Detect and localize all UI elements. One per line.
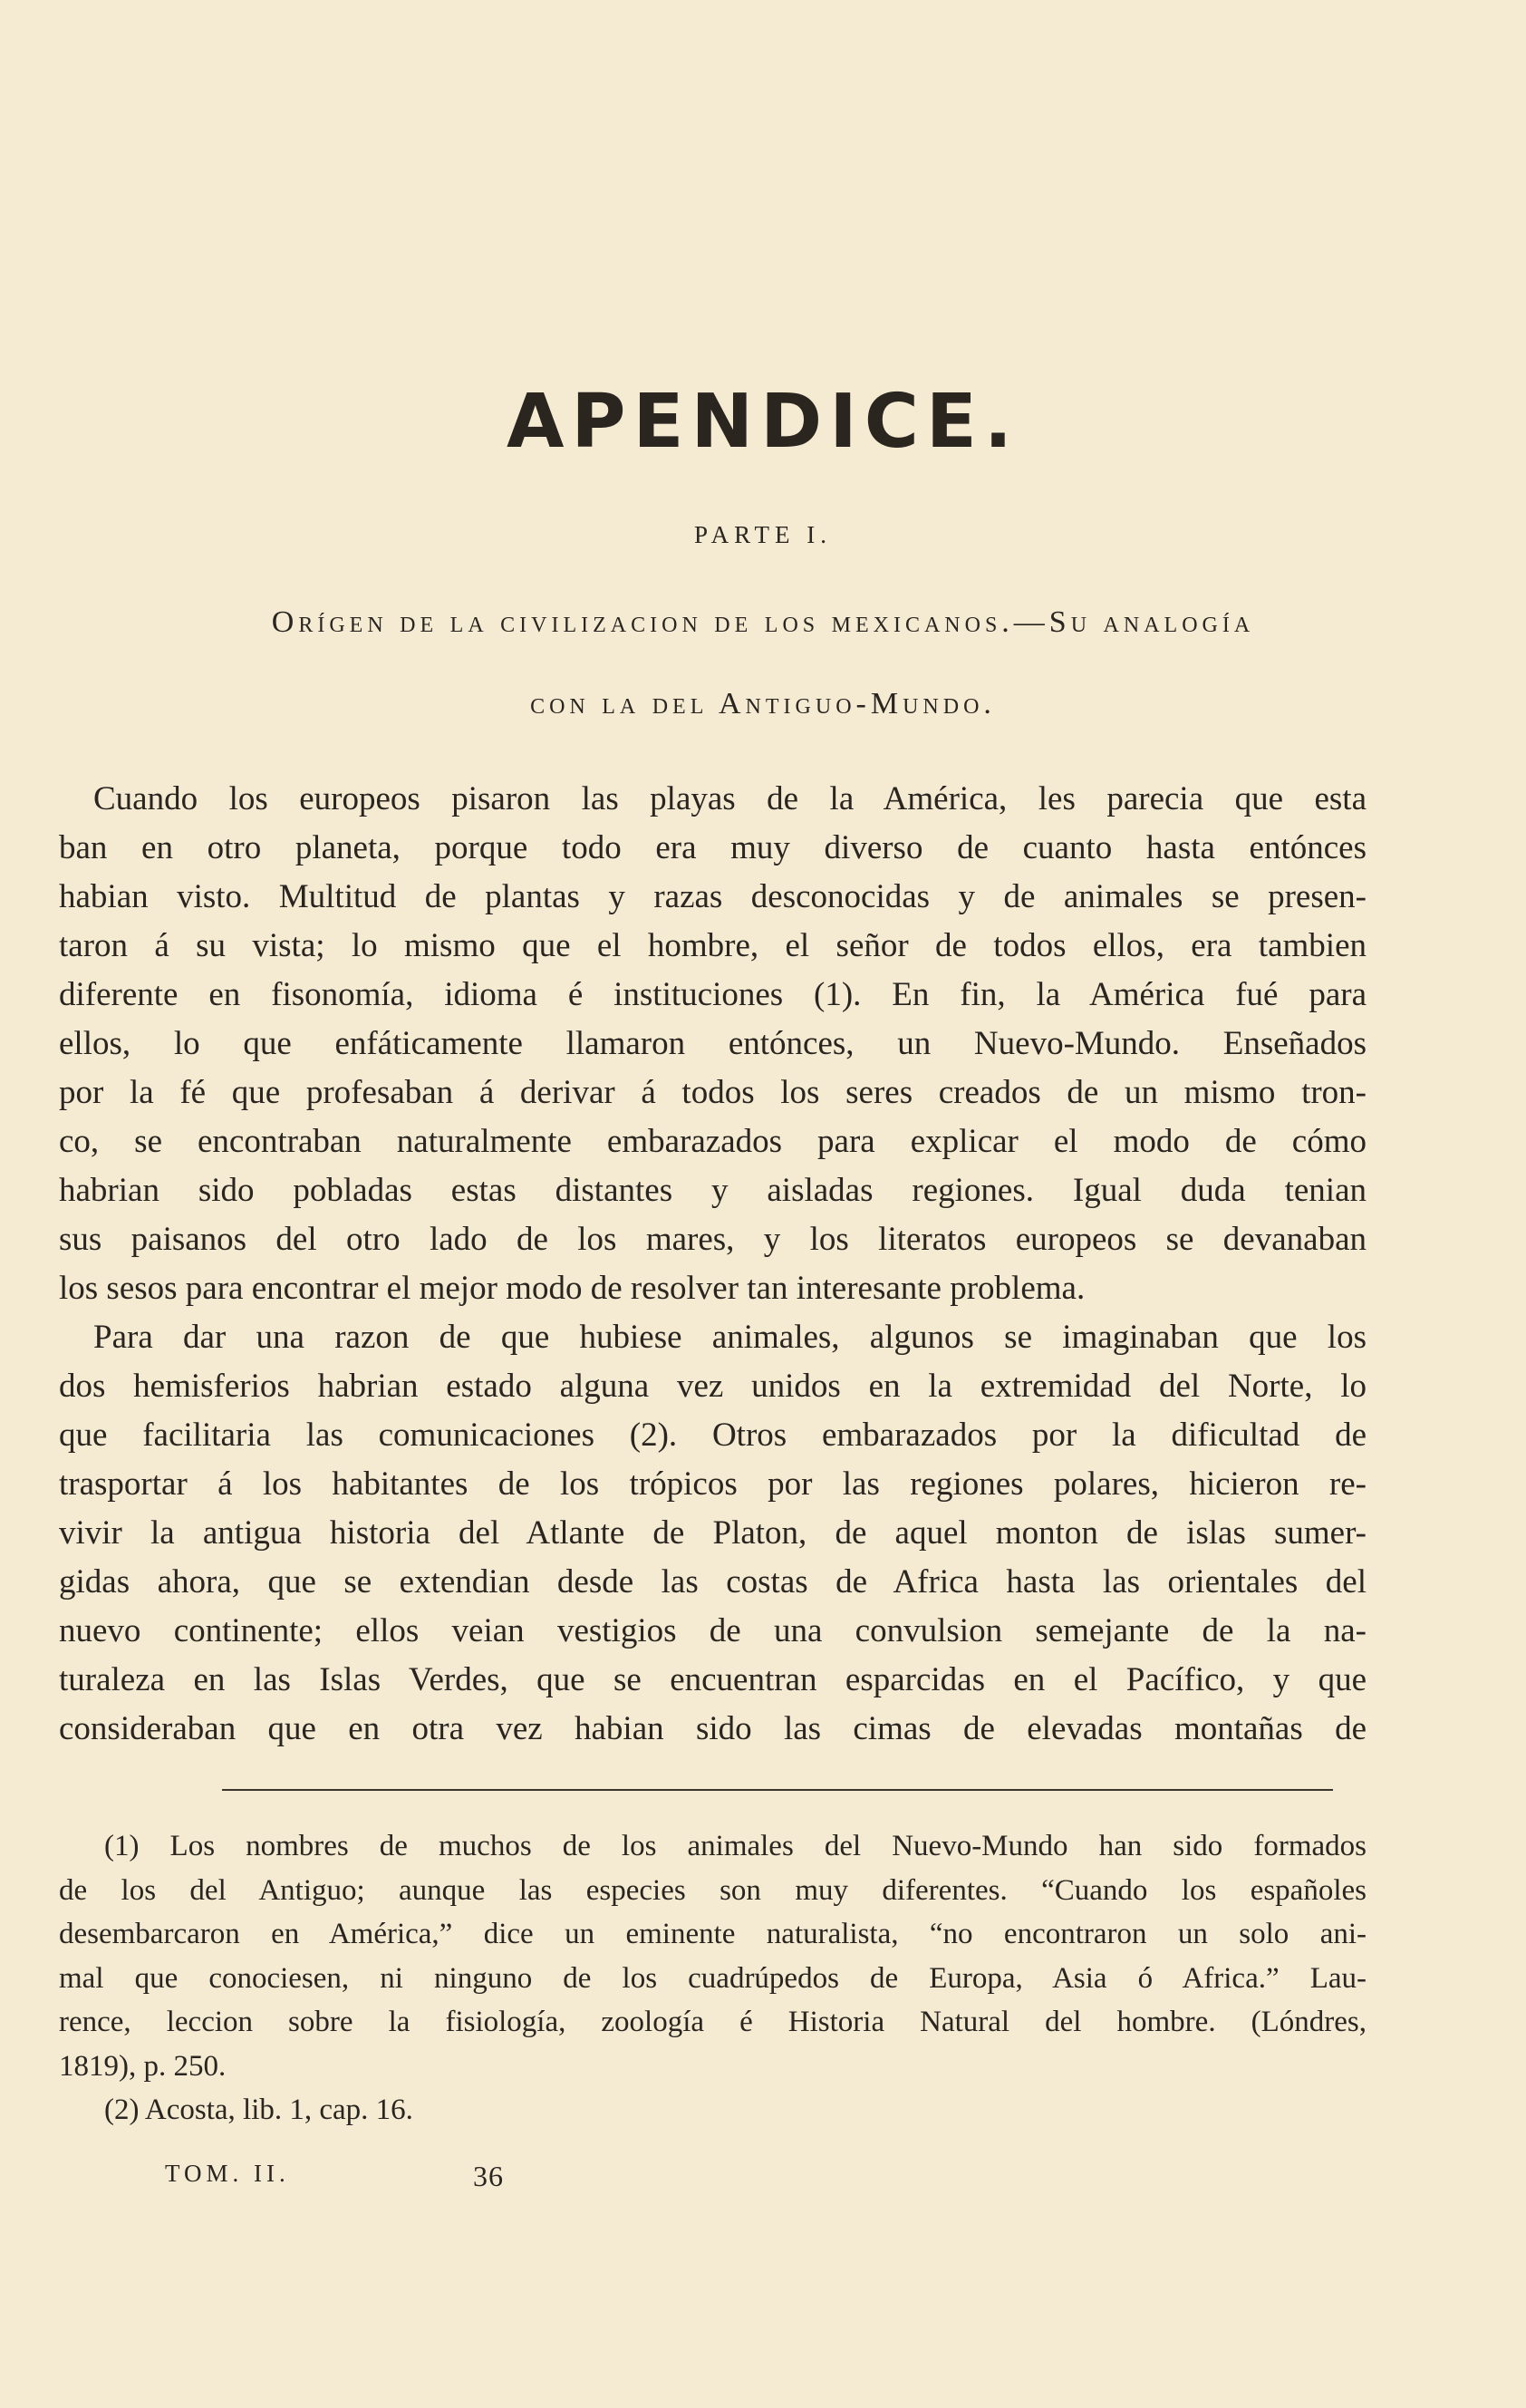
section-heading-line-2: con la del Antiguo-Mundo. xyxy=(530,687,996,720)
body-line: por la fé que profesaban á derivar á todos los seres creados de un mismo tron- xyxy=(59,1074,1367,1111)
body-line: dos hemisferios habrian estado alguna vez unidos en la extremidad del Norte, lo xyxy=(59,1368,1367,1405)
body-line: Para dar una razon de que hubiese animales, algunos se imaginaban que los xyxy=(93,1319,1367,1356)
body-line: Cuando los europeos pisaron las playas de la América, les parecia que esta xyxy=(93,780,1367,817)
volume-signature: TOM. II. xyxy=(165,2160,290,2187)
body-line: habrian sido pobladas estas distantes y aisladas regiones. Igual duda tenian xyxy=(59,1172,1367,1209)
section-heading-line-1: Orígen de la civilizacion de los mexicanos.—Su analogía xyxy=(271,605,1255,639)
page-title: APENDICE. xyxy=(506,379,1020,465)
part-label: PARTE I. xyxy=(694,521,832,548)
body-line: turaleza en las Islas Verdes, que se encuentran esparcidas en el Pacífico, y que xyxy=(59,1661,1367,1698)
body-line: diferente en fisonomía, idioma é instituciones (1). En fin, la América fué para xyxy=(59,976,1367,1013)
body-line: ban en otro planeta, porque todo era muy diverso de cuanto hasta entónces xyxy=(59,829,1367,866)
body-line: co, se encontraban naturalmente embarazados para explicar el modo de cómo xyxy=(59,1123,1367,1160)
body-text xyxy=(59,775,1367,1754)
body-line: sus paisanos del otro lado de los mares, y los literatos europeos se devanaban xyxy=(59,1221,1367,1258)
body-line: gidas ahora, que se extendian desde las costas de Africa hasta las orientales del xyxy=(59,1563,1367,1600)
body-line: trasportar á los habitantes de los trópicos por las regiones polares, hicieron re- xyxy=(59,1465,1367,1503)
footnote-line: (2) Acosta, lib. 1, cap. 16. xyxy=(104,2094,413,2126)
signature-number: 36 xyxy=(473,2160,504,2192)
footnote-line: desembarcaron en América,” dice un eminente naturalista, “no encontraron un solo ani- xyxy=(59,1918,1367,1950)
body-line: consideraban que en otra vez habian sido las cimas de elevadas montañas de xyxy=(59,1710,1367,1747)
footnotes xyxy=(59,1824,1367,2132)
body-line: ellos, lo que enfáticamente llamaron entónces, un Nuevo-Mundo. Enseñados xyxy=(59,1025,1367,1062)
body-line: taron á su vista; lo mismo que el hombre, el señor de todos ellos, era tambien xyxy=(59,927,1367,964)
footnote-line: rence, leccion sobre la fisiología, zoología é Historia Natural del hombre. (Lóndres, xyxy=(59,2006,1367,2038)
body-line: habian visto. Multitud de plantas y razas desconocidas y de animales se presen- xyxy=(59,878,1367,915)
footnote-divider xyxy=(222,1789,1333,1791)
footnote-line: (1) Los nombres de muchos de los animales del Nuevo-Mundo han sido formados xyxy=(104,1830,1367,1862)
footnote-line: de los del Antiguo; aunque las especies son muy diferentes. “Cuando los españoles xyxy=(59,1873,1367,1907)
footnote-line: mal que conociesen, ni ninguno de los cuadrúpedos de Europa, Asia ó Africa.” Lau- xyxy=(59,1961,1367,1995)
footnote-line: 1819), p. 250. xyxy=(59,2049,227,2083)
body-line: los sesos para encontrar el mejor modo de resolver tan interesante problema. xyxy=(59,1270,1086,1307)
body-line: nuevo continente; ellos veian vestigios de una convulsion semejante de la na- xyxy=(59,1612,1367,1649)
body-line: que facilitaria las comunicaciones (2). Otros embarazados por la dificultad de xyxy=(59,1417,1367,1454)
body-line: vivir la antigua historia del Atlante de Platon, de aquel monton de islas sumer- xyxy=(59,1514,1367,1552)
